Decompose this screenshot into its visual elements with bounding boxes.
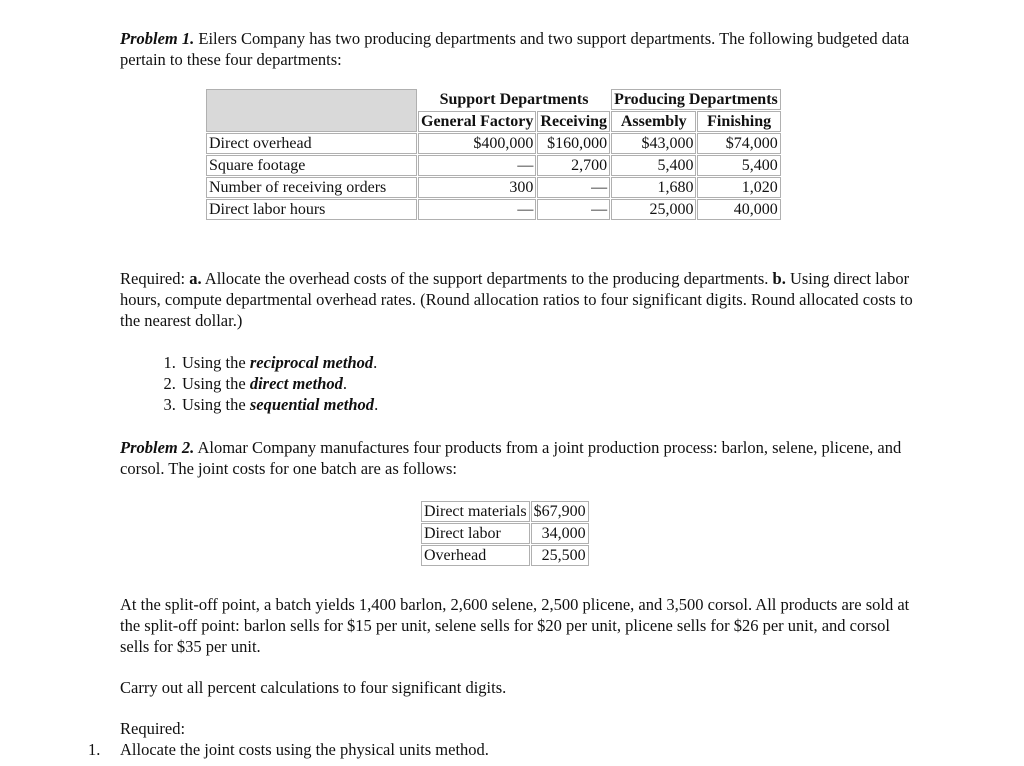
department-data-table: [205, 88, 782, 221]
method-name: reciprocal method: [249, 353, 374, 372]
problem1-intro-text: Eilers Company has two producing departments and two support departments. The following budgeted data pertain to these four departments:: [120, 29, 910, 69]
problem2-intro-text: Alomar Company manufactures four products from a joint production process: barlon, selene, plicene, and corsol. The joint costs for one batch are as follows:: [120, 438, 902, 478]
cell-value: 300: [418, 177, 536, 198]
table-row: [421, 501, 589, 522]
table-row: [206, 155, 781, 176]
req-a-text: Allocate the overhead costs of the support departments to the producing departments.: [201, 269, 773, 288]
col-header-finishing: Finishing: [697, 111, 780, 132]
cell-value: $74,000: [697, 133, 780, 154]
cell-value: 25,000: [611, 199, 696, 220]
method-suffix: .: [374, 395, 379, 414]
cell-value: 2,700: [537, 155, 610, 176]
cost-label: Direct materials: [421, 501, 530, 522]
req-b-text: Using direct labor hours, compute departmental overhead rates. (Round allocation ratios to four significant digits. Round allocated costs to the nearest dollar.): [120, 269, 913, 330]
problem2-label: Problem 2.: [120, 438, 195, 457]
cell-value: 5,400: [697, 155, 780, 176]
method-suffix: .: [342, 374, 347, 393]
row-label: Square footage: [206, 155, 417, 176]
problem1-label: Problem 1.: [120, 29, 195, 48]
cell-value: —: [418, 199, 536, 220]
problem1-requirements: [120, 268, 920, 331]
cost-value: 34,000: [531, 523, 589, 544]
table-row: [421, 545, 589, 566]
method-name: sequential method: [249, 395, 375, 414]
col-header-general-factory: General Factory: [418, 111, 536, 132]
table-row: [206, 133, 781, 154]
method-name: direct method: [249, 374, 343, 393]
cell-value: —: [537, 199, 610, 220]
requirement-text: Allocate the joint costs using the physical units method.: [120, 740, 489, 759]
problem2-required-label: Required:: [120, 719, 186, 738]
cell-value: $400,000: [418, 133, 536, 154]
list-item: [180, 394, 378, 415]
row-label: Direct labor hours: [206, 199, 417, 220]
cell-value: $160,000: [537, 133, 610, 154]
req-b-label: b.: [772, 269, 786, 288]
cost-value: 25,500: [531, 545, 589, 566]
problem1-intro: [120, 28, 920, 70]
cost-label: Direct labor: [421, 523, 530, 544]
producing-departments-header: Producing Departments: [611, 89, 781, 110]
cell-value: 5,400: [611, 155, 696, 176]
method-suffix: .: [373, 353, 378, 372]
splitoff-paragraph: At the split-off point, a batch yields 1,400 barlon, 2,600 selene, 2,500 plicene, and 3,500 corsol. All products are sold at the split-off point: barlon sells for $15 per unit, selene sells for $20 per unit, plicene sells for $26 per unit, and corsol sells for $35 per unit.: [120, 595, 910, 656]
method-prefix: Using the: [182, 374, 250, 393]
requirement-number: 1.: [88, 740, 101, 759]
table-corner-cell: [206, 89, 417, 132]
method-prefix: Using the: [182, 353, 250, 372]
cost-label: Overhead: [421, 545, 530, 566]
cell-value: 40,000: [697, 199, 780, 220]
cell-value: 1,680: [611, 177, 696, 198]
col-header-assembly: Assembly: [611, 111, 696, 132]
list-item: [88, 739, 489, 760]
required-prefix: Required:: [120, 269, 190, 288]
row-label: Direct overhead: [206, 133, 417, 154]
req-a-label: a.: [189, 269, 202, 288]
method-prefix: Using the: [182, 395, 250, 414]
cell-value: $43,000: [611, 133, 696, 154]
table-row: [206, 177, 781, 198]
row-label: Number of receiving orders: [206, 177, 417, 198]
problem2-requirements-list: [88, 739, 489, 760]
table-row: [206, 199, 781, 220]
problem2-intro: [120, 437, 920, 479]
list-item: [180, 352, 378, 373]
list-item: [180, 373, 378, 394]
table-row: [421, 523, 589, 544]
support-departments-header: Support Departments: [439, 91, 589, 108]
cost-value: $67,900: [531, 501, 589, 522]
cell-value: 1,020: [697, 177, 780, 198]
cell-value: —: [418, 155, 536, 176]
percent-instruction: Carry out all percent calculations to four significant digits.: [120, 678, 507, 697]
methods-list: [150, 352, 378, 415]
joint-costs-table: [420, 500, 590, 567]
cell-value: —: [537, 177, 610, 198]
col-header-receiving: Receiving: [537, 111, 610, 132]
